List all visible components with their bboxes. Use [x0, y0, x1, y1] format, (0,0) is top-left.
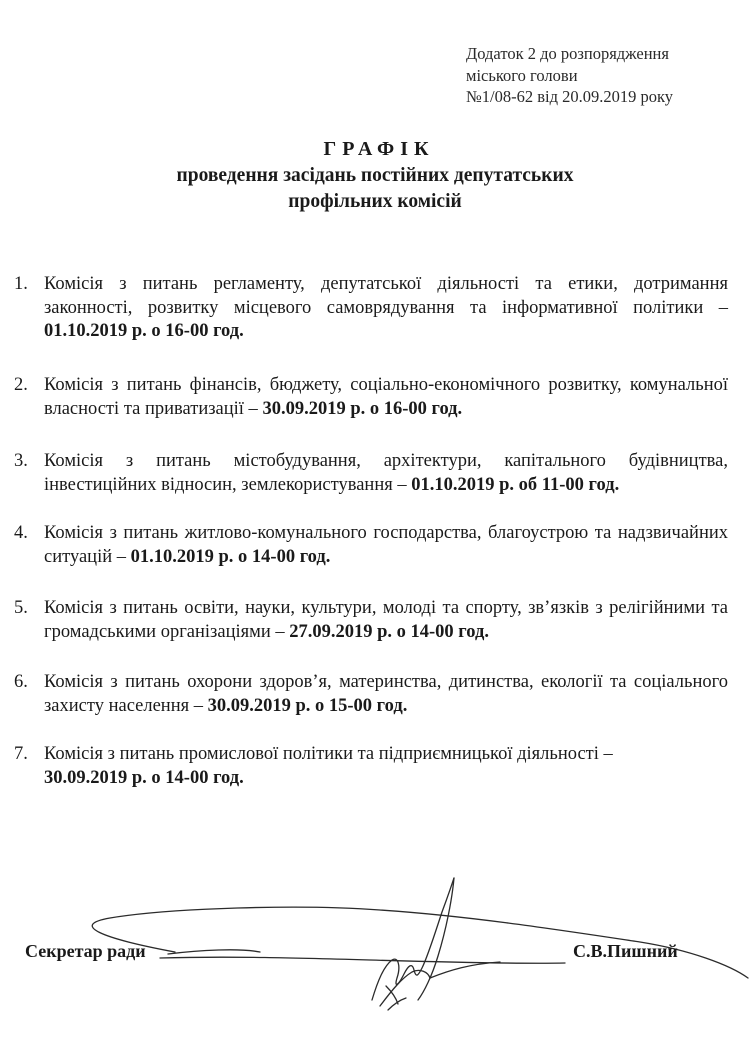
item-datetime: 30.09.2019 р. о 14-00 год.: [44, 767, 244, 788]
list-item: [14, 743, 728, 790]
item-number: 2.: [14, 375, 28, 395]
signer-name: С.В.Пишний: [573, 941, 678, 961]
item-number: 5.: [14, 598, 28, 618]
list-item: [14, 374, 728, 421]
item-number: 3.: [14, 451, 28, 471]
item-number: 4.: [14, 523, 28, 543]
list-item: [14, 273, 728, 344]
title-subtitle-line-2: профільних комісій: [288, 191, 462, 212]
item-body: [44, 450, 728, 497]
item-number: 7.: [14, 744, 28, 764]
title-subtitle-line-1: проведення засідань постійних депутатських: [176, 165, 574, 186]
annex-line-1: Додаток 2 до розпорядження: [466, 44, 669, 63]
list-item: [14, 671, 728, 718]
item-datetime: 27.09.2019 р. о 14-00 год.: [289, 621, 489, 642]
item-text: Комісія з питань містобудування, архітектури, капітального будівництва, інвестиційних відносин, землекористування –: [44, 451, 728, 495]
item-body: [44, 743, 728, 790]
item-number: 6.: [14, 672, 28, 692]
item-datetime: 01.10.2019 р. о 16-00 год.: [44, 321, 244, 341]
annex-line-3: №1/08-62 від 20.09.2019 року: [466, 87, 673, 106]
item-body: [44, 597, 728, 644]
title-main: ГРАФІК: [323, 138, 435, 160]
item-datetime: 01.10.2019 р. о 14-00 год.: [130, 546, 331, 567]
list-item: [14, 597, 728, 644]
item-text: Комісія з питань житлово-комунального господарства, благоустрою та надзвичайних ситуацій –: [44, 523, 728, 567]
item-text: Комісія з питань фінансів, бюджету, соціально-економічного розвитку, комунальної власності та приватизації –: [44, 375, 728, 419]
item-body: [44, 374, 728, 421]
list-item: [14, 450, 728, 497]
item-body: [44, 671, 728, 718]
item-body: [44, 273, 728, 344]
annex-note: [466, 43, 673, 108]
list-item: [14, 522, 728, 569]
item-datetime: 01.10.2019 р. об 11-00 год.: [411, 474, 620, 495]
item-datetime: 30.09.2019 р. о 16-00 год.: [262, 398, 463, 419]
item-text: Комісія з питань регламенту, депутатської діяльності та етики, дотримання законності, розвитку місцевого самоврядування та інформативної політики –: [44, 274, 728, 318]
item-datetime: 30.09.2019 р. о 15-00 год.: [207, 695, 408, 716]
item-body: [44, 522, 728, 569]
annex-line-2: міського голови: [466, 65, 578, 85]
item-text: Комісія з питань охорони здоров’я, материнства, дитинства, екології та соціального захисту населення –: [44, 672, 728, 716]
handwritten-signature: [0, 860, 750, 1050]
item-text: Комісія з питань промислової політики та підприємницької діяльності –: [44, 744, 613, 764]
signer-position: Секретар ради: [25, 941, 146, 961]
item-number: 1.: [14, 274, 28, 294]
item-text: Комісія з питань освіти, науки, культури, молоді та спорту, зв’язків з релігійними та громадськими організаціями –: [44, 598, 728, 642]
document-title: [0, 135, 750, 215]
